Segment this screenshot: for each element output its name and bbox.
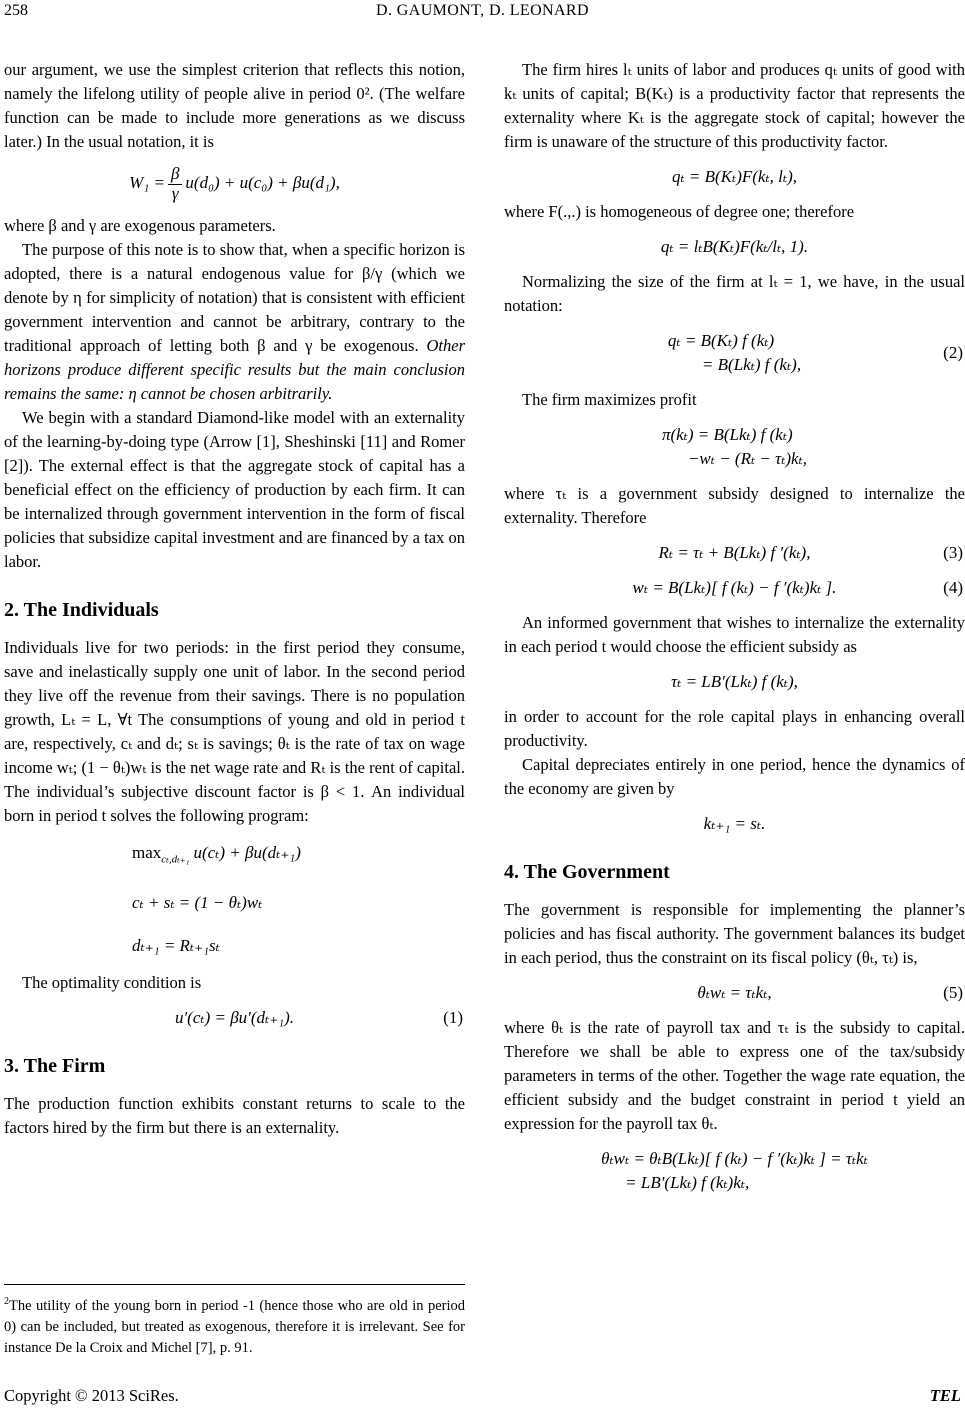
equation-production-normalized: qₜ = lₜB(Kₜ)F(kₜ/lₜ, 1). <box>660 237 809 256</box>
equation-lhs: W₁ = <box>129 173 165 193</box>
section-heading-firm: 3. The Firm <box>4 1054 106 1077</box>
section-heading-individuals: 2. The Individuals <box>4 599 159 622</box>
paragraph-individuals: Individuals live for two periods: in the first period they consume, save and inelastically supply one unit of labor. In the second period they live off the revenue from their savings. There is no population growth, Lₜ = L, ∀t The consumptions of young and old in period t are, respectively, cₜ and dₜ; sₜ is savings; θₜ is the rate of tax on wage income wₜ; (1 − θₜ)wₜ is the net wage rate and Rₜ is the rent of capital. The individual’s subjective discount factor is β < 1. An individual born in period t solves the following program: <box>4 638 465 826</box>
equation-5 <box>504 981 965 1005</box>
equation-3 <box>504 541 965 565</box>
fraction <box>168 165 182 203</box>
equation-dynamics: kₜ₊₁ = sₜ. <box>703 814 766 833</box>
paragraph-depreciation: Capital depreciates entirely in one period, hence the dynamics of the economy are given by <box>504 755 965 798</box>
paragraph-argument: our argument, we use the simplest criterion that reflects this notion, namely the lifelong utility of people alive in period 0². (The welfare function can be made to include more generations as we discuss later.) In the usual notation, it is <box>4 60 465 151</box>
equation-line2: −wₜ − (Rₜ − τₜ)kₜ, <box>687 449 808 468</box>
equation-lines <box>601 1147 868 1195</box>
paragraph-role-capital: in order to account for the role capital plays in enhancing overall productivity. <box>504 707 965 750</box>
equation-number: (1) <box>443 1007 463 1027</box>
equation-4 <box>504 576 965 600</box>
left-column <box>4 58 465 1140</box>
equation-line1: π(kₜ) = B(Lkₜ) f (kₜ) <box>661 425 793 444</box>
page-number: 258 <box>4 2 28 19</box>
max-operator: max <box>132 843 162 863</box>
journal-abbreviation: TEL <box>929 1386 961 1405</box>
max-subscript: cₜ,dₜ₊₁ <box>161 853 190 866</box>
equation-line1: qₜ = B(Kₜ) f (kₜ) <box>667 331 775 350</box>
paragraph-text: The purpose of this note is to show that, when a specific horizon is adopted, there is a natural endogenous value for β/γ (which we denote by η for simplicity of notation) that is consistent with efficient government intervention and cannot be arbitrary, contrary to the traditional approach of letting both β and γ be exogenous. <box>4 240 465 356</box>
paragraph-normalizing: Normalizing the size of the firm at lₜ = 1, we have, in the usual notation: <box>504 272 965 315</box>
paragraph-production: The production function exhibits constant returns to scale to the factors hired by the firm but there is an externality. <box>4 1093 465 1137</box>
equation-body: Rₜ = τₜ + B(Lkₜ) f ′(kₜ), <box>658 543 811 562</box>
paragraph-optimality: The optimality condition is <box>22 972 202 992</box>
equation-number: (3) <box>943 543 963 562</box>
equation-body: θₜwₜ = τₜkₜ, <box>697 983 772 1002</box>
right-column <box>504 58 965 1206</box>
footnote-text: The utility of the young born in period -1 (hence those who are old in period 0) can be included, but treated as exogenous, therefore it is irrelevant. See for instance De la Croix and Michel [7], p. 91. <box>4 1297 465 1356</box>
equation-2 <box>504 329 965 377</box>
paragraph-purpose <box>4 238 465 406</box>
paragraph-parameters: where β and γ are exogenous parameters. <box>4 216 276 236</box>
paragraph-subsidy: where τₜ is a government subsidy designed to internalize the externality. Therefore <box>504 484 965 527</box>
equation-1 <box>4 1006 465 1030</box>
equation-budget: cₜ + sₜ = (1 − θₜ)wₜ <box>132 892 263 912</box>
equation-number: (5) <box>943 983 963 1002</box>
equation-max <box>132 841 465 871</box>
paragraph-firm-hires: The firm hires lₜ units of labor and produces qₜ units of good with kₜ units of capital; B(Kₜ) is a productivity factor that represents the externality where Kₜ is the aggregate stock of capital; however the firm is unaware of the structure of this productivity factor. <box>504 60 965 151</box>
paragraph-government: The government is responsible for implementing the planner’s policies and has fiscal authority. The government balances its budget in each period, thus the constraint on its fiscal policy (θₜ, τₜ) is, <box>504 900 965 967</box>
equation-welfare <box>4 165 465 203</box>
paragraph-maximizes-profit: The firm maximizes profit <box>522 390 697 409</box>
fraction-denominator: γ <box>168 184 182 204</box>
footnote <box>4 1284 465 1359</box>
section-heading-government: 4. The Government <box>504 861 670 883</box>
equation-profit <box>504 423 965 471</box>
equation-line1: θₜwₜ = θₜB(Lkₜ)[ f (kₜ) − f ′(kₜ)kₜ ] = τₜkₜ <box>601 1149 868 1168</box>
equation-payroll-expression <box>504 1147 965 1195</box>
page-footer <box>4 1386 961 1406</box>
maximization-program <box>4 841 465 957</box>
paragraph-homogeneous: where F(.,.) is homogeneous of degree one; therefore <box>504 202 855 221</box>
running-title: D. GAUMONT, D. LEONARD <box>376 2 589 19</box>
equation-lines <box>662 423 807 471</box>
fraction-numerator: β <box>170 164 180 183</box>
equation-body: u′(cₜ) = βu′(dₜ₊₁). <box>174 1007 295 1027</box>
paragraph-text-italic: Other horizons produce different specific results but the main conclusion remains the same: η cannot be chosen arbitrarily. <box>4 336 465 404</box>
paragraph-informed-government: An informed government that wishes to internalize the externality in each period t would choose the efficient subsidy as <box>504 613 965 656</box>
max-objective: u(cₜ) + βu(dₜ₊₁) <box>193 843 301 863</box>
equation-rhs: u(d₀) + u(c₀) + βu(d₁), <box>185 173 340 193</box>
equation-body: wₜ = B(Lkₜ)[ f (kₜ) − f ′(kₜ)kₜ ]. <box>632 578 837 597</box>
equation-line2: = LB′(Lkₜ) f (kₜ)kₜ, <box>625 1173 750 1192</box>
equation-production: qₜ = B(Kₜ)F(kₜ, lₜ), <box>671 167 797 186</box>
equation-saving: dₜ₊₁ = Rₜ₊₁sₜ <box>132 935 220 955</box>
equation-number: (4) <box>943 578 963 597</box>
equation-efficient-subsidy: τₜ = LB′(Lkₜ) f (kₜ), <box>671 672 798 691</box>
equation-lines <box>668 329 801 377</box>
equation-number: (2) <box>943 343 963 362</box>
paragraph-model: We begin with a standard Diamond-like model with an externality of the learning-by-doing type (Arrow [1], Sheshinski [11] and Romer [2]). The external effect is that the aggregate stock of capital has a beneficial effect on the efficiency of production by each firm. It can be internalized through government intervention in the form of fiscal policies that subsidize capital investment and are financed by a tax on labor. <box>4 408 465 572</box>
footnote-marker: 2 <box>4 1296 9 1307</box>
paragraph-payroll-tax: where θₜ is the rate of payroll tax and τₜ is the subsidy to capital. Therefore we shall be able to express one of the tax/subsidy parameters in terms of the other. Together the wage rate equation, the efficient subsidy and the budget constraint in period t yield an expression for the payroll tax θₜ. <box>504 1018 965 1133</box>
copyright-notice: Copyright © 2013 SciRes. <box>4 1386 179 1405</box>
equation-line2: = B(Lkₜ) f (kₜ), <box>701 355 802 374</box>
